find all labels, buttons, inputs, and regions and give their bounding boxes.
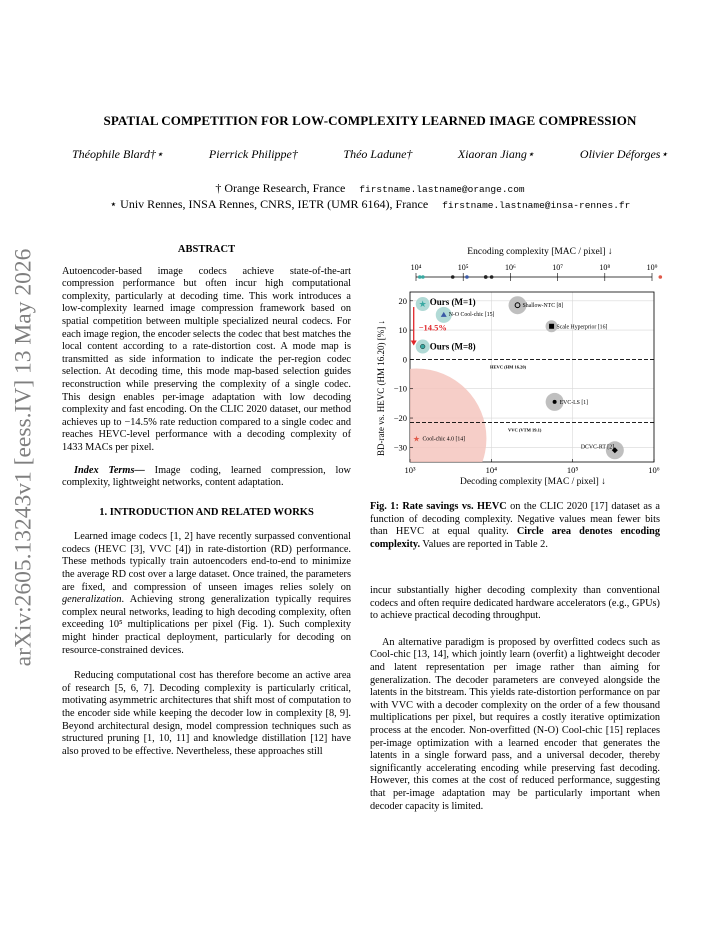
index-terms-text: Image coding, learned compression, low complexity, lightweight networks, content adaptation.: [62, 464, 351, 489]
encoding-circle: [370, 369, 486, 490]
y-tick-label: −30: [393, 442, 407, 453]
author: Théo Ladune†: [343, 147, 413, 161]
top-tick-label: 10⁹: [646, 263, 658, 272]
intro-paragraph: [62, 531, 351, 657]
paper-title: SPATIAL COMPETITION FOR LOW-COMPLEXITY LEARNED IMAGE COMPRESSION: [103, 113, 637, 128]
top-axis-marker: [465, 275, 469, 279]
abstract-heading: ABSTRACT: [177, 244, 236, 255]
top-tick-label: 10⁵: [457, 263, 469, 272]
top-axis-marker: [418, 275, 422, 279]
point-label: Ours (M=1): [429, 297, 476, 308]
point-label: Scale Hyperprior [16]: [556, 324, 608, 331]
affiliation: [60, 197, 680, 212]
x-axis-label: Decoding complexity [MAC / pixel] ↓: [460, 477, 606, 487]
right-column: [370, 585, 660, 813]
author-list: [60, 147, 680, 162]
figure-1: [370, 240, 670, 495]
square-marker: [549, 324, 554, 329]
top-axis-marker: [451, 275, 455, 279]
affiliation-email: firstname.lastname@orange.com: [359, 184, 525, 195]
figure-caption: [370, 501, 660, 551]
reference-label: HEVC (HM 16.20): [490, 364, 527, 370]
abstract-text: Autoencoder-based image codecs achieve state-of-the-art compression performance but often incur high computational complexity, particularly at decoding time. This work introduces a low-complexity learned image compression framework based on spatial competition between multiple specialized neural codecs. For each image region, the encoder selects the codec that best matches the local content according to a rate-distortion cost. A mode map is transmitted as side information to indicate the per-region codec selection. At decoding time, this mode map-based selection guides reconstruction while preserving the complexity of a single codec. This design enables per-image adaptation with low decoding complexity and fast encoding. On the CLIC 2020 dataset, our method achieves up to −14.5% rate reduction compared to a single codec and reaches HEVC-level performance with a decoding complexity of 1433 MACs per pixel.: [62, 265, 351, 453]
top-tick-label: 10⁶: [505, 263, 516, 272]
dot-marker: [553, 400, 557, 404]
caption-text: Values are reported in Table 2.: [420, 538, 548, 550]
author: Pierrick Philippe†: [208, 147, 298, 161]
x-tick-label: 10⁴: [485, 465, 498, 475]
top-axis-marker: [659, 275, 663, 279]
x-tick-label: 10³: [404, 465, 416, 475]
point-label: Shallow-NTC [8]: [522, 303, 564, 310]
top-tick-label: 10⁷: [552, 263, 563, 272]
top-tick-label: 10⁸: [599, 263, 611, 272]
caption-bold: Rate savings vs. HEVC: [402, 501, 507, 512]
body-paragraph: An alternative paradigm is proposed by overfitted codecs such as Cool-chic [13, 14], which jointly learn (overfit) a lightweight decoder and latent representation per image rather than aiming for generalization. The decoder parameters are conveyed alongside the latents in the bitstream. This yields rate-distortion performance on par with VVC with a decoder complexity on the order of a few thousand multiplications per pixel, but requires a costly iterative optimization process at the encoder. Non-overfitted (N-O) Cool-chic [15] replaces per-image optimization with a learned encoder that generates the latents in a single forward pass, and a universal decoder, thereby significantly accelerating encoding while preserving fast decoding. However, this comes at the cost of reduced performance, suggesting that per-image adaptation may be particularly important when decoder capacity is limited.: [370, 636, 660, 812]
top-axis-marker: [421, 275, 425, 279]
index-terms: [62, 465, 351, 490]
reference-label: VVC (VTM 19.1): [508, 427, 542, 433]
section-heading: 1. INTRODUCTION AND RELATED WORKS: [99, 506, 314, 518]
intro-text: Learned image codecs [1, 2] have recently surpassed conventional codecs (HEVC [3], VVC [4]) in rate-distortion (RD) performance. These methods typically train autoencoders end-to-end to minimize the average RD cost over a large dataset. Once trained, the parameters are fixed, and compression of unseen images relies solely on: [62, 531, 351, 593]
y-tick-label: −10: [393, 383, 407, 394]
point-marker: [420, 344, 425, 349]
bd-rate-chart: [370, 240, 670, 490]
body-paragraph: incur substantially higher decoding complexity than conventional codecs and often require dedicated hardware accelerators (e.g., GPUs) to achieve practical decoding throughput.: [370, 585, 660, 622]
y-axis-label: BD-rate vs. HEVC (HM 16.20) [%] ↓: [376, 320, 386, 456]
caption-label: Fig. 1: [370, 501, 396, 512]
annotation-arrowhead: [411, 341, 417, 346]
index-terms-label: Index Terms—: [74, 464, 145, 476]
star-marker: ★: [412, 434, 421, 444]
point-label: Cool-chic 4.0 [14]: [422, 436, 466, 443]
author: Théophile Blard†⋆: [72, 147, 164, 161]
arxiv-stamp: [2, 250, 46, 665]
affiliation: [60, 181, 680, 196]
top-axis-marker: [490, 275, 494, 279]
author: Olivier Déforges⋆: [579, 147, 668, 161]
caption-bold: Circle area denotes encoding complexity.: [370, 526, 660, 550]
top-axis-marker: [484, 275, 488, 279]
intro-paragraph: Reducing computational cost has therefore become an active area of research [5, 6, 7]. Decoding complexity is particularly critical, motivating asymmetric architectures that shift most of computation to the encoder side while keeping the decoder low in complexity [8, 9]. Beyond architectural design, model compression techniques such as structured pruning [1, 10, 11] and knowledge distillation [12] have also proved to be effective. Nevertheless, these approaches still: [62, 670, 351, 757]
affiliation-name: ⋆ Univ Rennes, INSA Rennes, CNRS, IETR (UMR 6164), France: [109, 197, 429, 211]
affiliation-email: firstname.lastname@insa-rennes.fr: [442, 200, 631, 211]
plot-area: [370, 263, 662, 490]
point-label: EVC-LS [1]: [559, 399, 589, 406]
y-tick-label: −20: [393, 413, 407, 424]
top-axis-label: Encoding complexity [MAC / pixel] ↓: [467, 247, 613, 257]
x-tick-label: 10⁵: [566, 465, 579, 475]
point-label: Ours (M=8): [429, 341, 476, 352]
arxiv-id: arXiv:2605.13243v1 [eess.IV] 13 May 2026: [10, 248, 37, 667]
x-tick-label: 10⁶: [648, 465, 660, 475]
y-tick-label: 10: [398, 325, 407, 336]
top-tick-label: 10⁴: [410, 263, 422, 272]
affiliation-name: † Orange Research, France: [215, 181, 346, 195]
point-label: DCVC-RT [2]: [580, 444, 615, 451]
intro-text: . Achieving strong generalization typically requires complex neural networks, leading to high decoding complexity, often exceeding 10⁵ multiplications per pixel (Fig. 1). Such complexity might hinder practical deployment, particularly for decoding on resource-constrained devices.: [62, 594, 351, 656]
annotation-label: −14.5%: [418, 322, 447, 333]
intro-emphasis: generalization: [62, 594, 122, 606]
caption-text: on the CLIC 2020 [17] dataset as a function of decoding complexity. Negative values mean fewer bits than HEVC at equal quality.: [370, 501, 660, 538]
author: Xiaoran Jiang⋆: [457, 147, 535, 161]
y-tick-label: 0: [402, 354, 407, 365]
caption-colon: :: [395, 501, 399, 512]
left-column: [62, 244, 351, 758]
star-marker: ★: [418, 299, 427, 310]
point-label: N-O Cool-chic [15]: [448, 311, 495, 318]
y-tick-label: 20: [398, 295, 407, 306]
